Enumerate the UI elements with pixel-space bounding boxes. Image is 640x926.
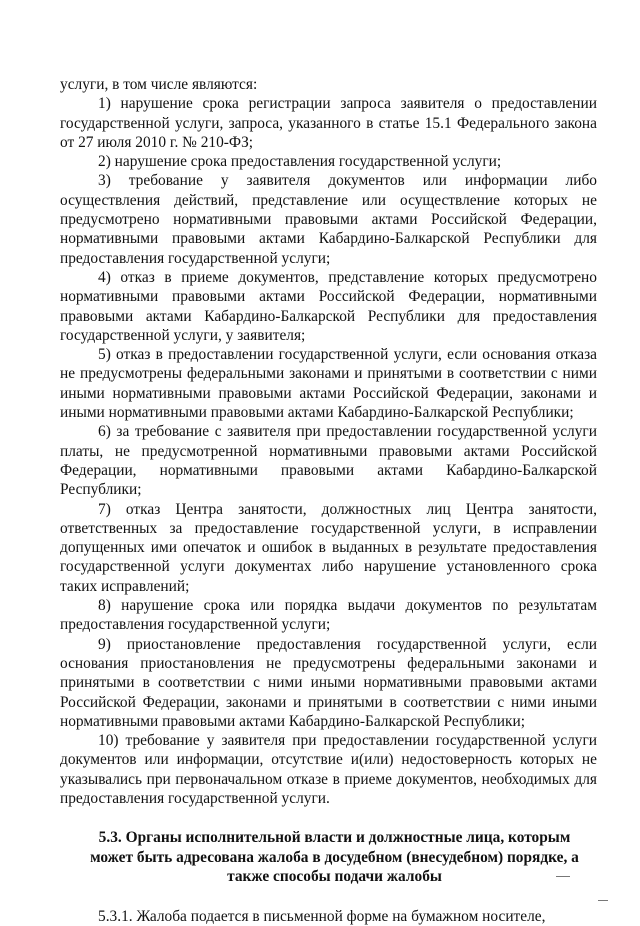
paragraph-5-3-1: 5.3.1. Жалоба подается в письменной форме на бумажном носителе, [98,907,546,925]
paragraph-item-5: 5) отказ в предоставлении государственной услуги, если основания отказа не предусмотрены федеральными законами и принятыми в соответствии с ними иными нормативными правовыми актами Российской Федерации, законами и иными нормативными правовыми актами Кабардино-Балкарской Республики; [60,346,597,422]
paragraph-item-8: 8) нарушение срока или порядка выдачи документов по результатам предоставления государственной услуги; [60,597,597,634]
section-heading: 5.3. Органы исполнительной власти и должностные лица, которым может быть адресована жалоба в досудебном (внесудебном) порядке, а также способы подачи жалобы [90,829,579,886]
paragraph-item-6: 6) за требование с заявителя при предоставлении государственной услуги платы, не предусмотренной нормативными правовыми актами Российской Федерации, нормативными правовыми актами Кабардино-Балкарской Республики; [60,423,597,499]
paragraph-item-3: 3) требование у заявителя документов или информации либо осуществления действий, представление или осуществление которых не предусмотрено нормативными правовыми актами Российской Федерации, нормативными правовыми актами Кабардино-Балкарской Республики для предоставления государственной услуги; [60,172,597,267]
paragraph-item-2: 2) нарушение срока предоставления государственной услуги; [98,153,502,171]
paragraph-item-7: 7) отказ Центра занятости, должностных лиц Центра занятости, ответственных за предоставление государственной услуги, в исправлении допущенных ими опечаток и ошибок в выданных в результате предоставления государственной услуги документах либо нарушение установленного срока таких исправлений; [60,500,597,595]
document-page [60,75,597,926]
paragraph-item-4: 4) отказ в приеме документов, представление которых предусмотрено нормативными правовыми актами Российской Федерации, нормативными правовыми актами Кабардино-Балкарской Республики для предоставления государственной услуги, у заявителя; [60,268,597,344]
paragraph-item-10: 10) требование у заявителя при предоставлении государственной услуги документов или информации, отсутствие и(или) недостоверность которых не указывались при первоначальном отказе в приеме документов, необходимых для предоставления государственной услуги. [60,732,597,807]
scan-mark [556,876,570,877]
scan-mark [598,900,608,901]
paragraph-item-1: 1) нарушение срока регистрации запроса заявителя о предоставлении государственной услуги, запроса, указанного в статье 15.1 Федерального закона от 27 июля 2010 г. № 210-ФЗ; [60,95,597,151]
paragraph-item-9: 9) приостановление предоставления государственной услуги, если основания приостановления не предусмотрены федеральными законами и принятыми в соответствии с ними иными нормативными правовыми актами Российской Федерации, законами и принятыми в соответствии с ними иными нормативными правовыми актами Кабардино-Балкарской Республики; [60,635,597,730]
paragraph-intro: услуги, в том числе являются: [60,76,258,93]
